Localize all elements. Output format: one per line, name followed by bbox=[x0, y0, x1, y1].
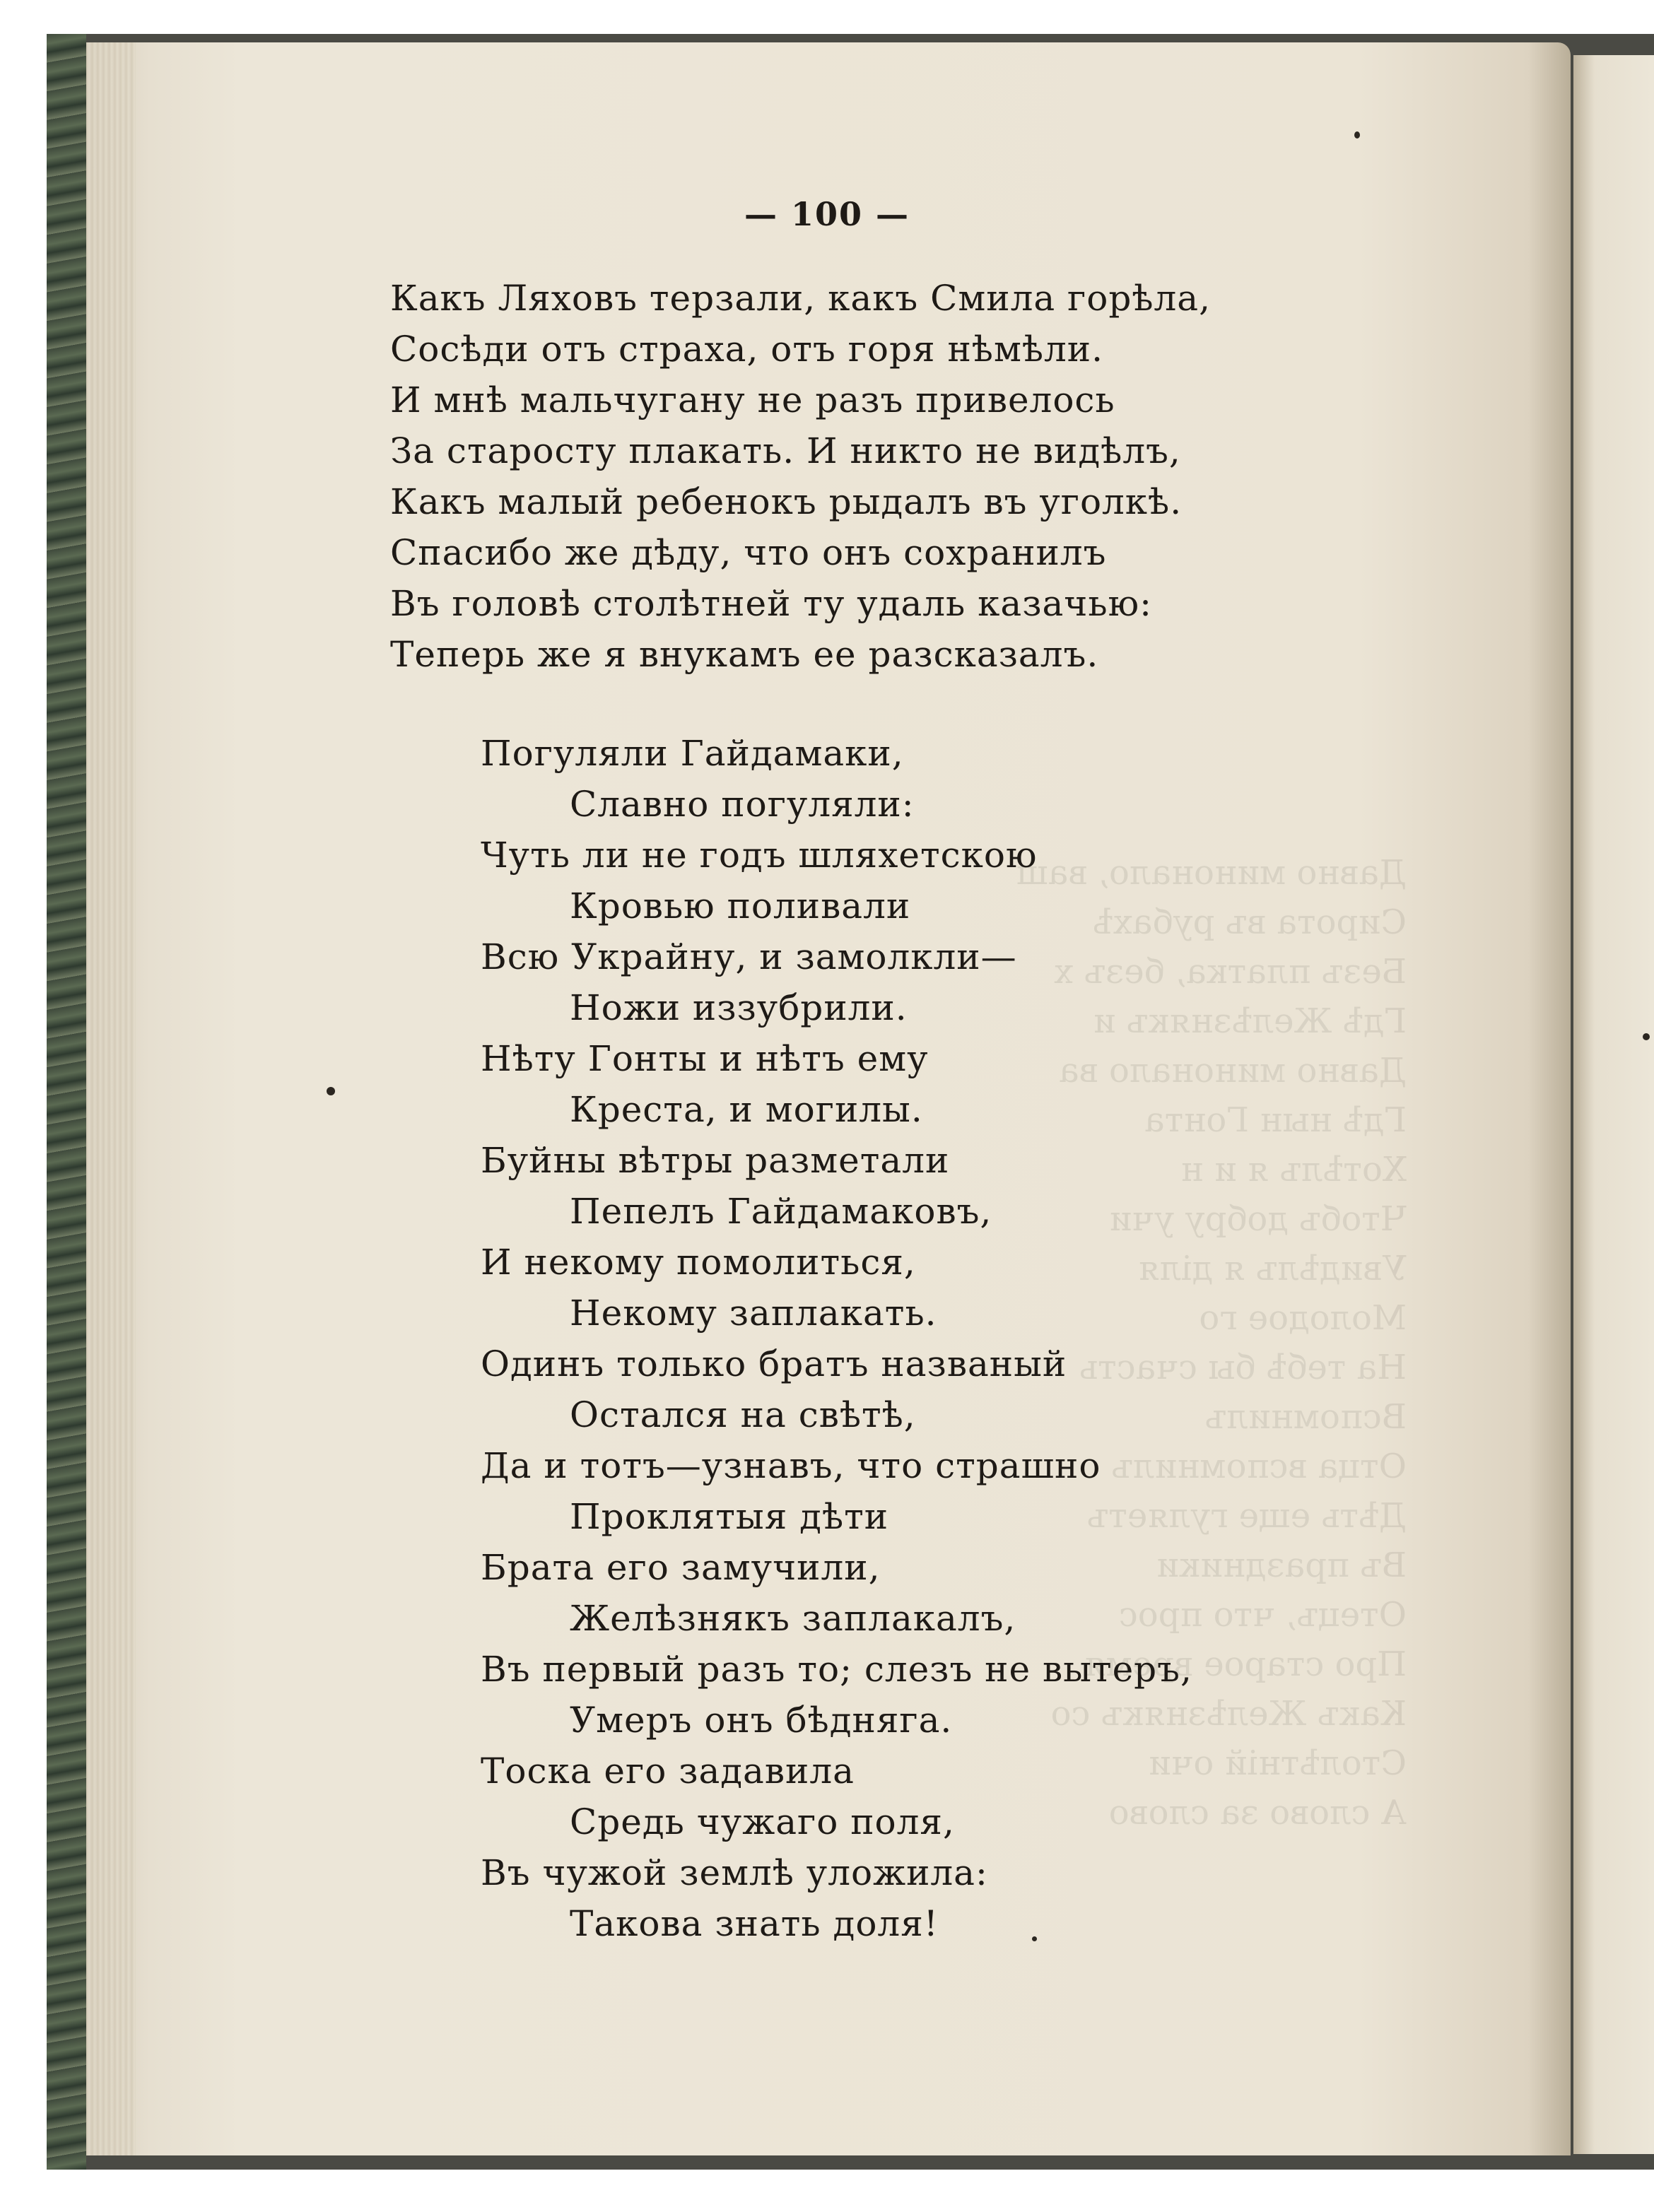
verse-line: Креста, и могилы. bbox=[570, 1089, 923, 1130]
bleed-through-line: На тебѣ бы счасть bbox=[1079, 1348, 1407, 1387]
verse-line: Остался на свѣтѣ, bbox=[570, 1394, 916, 1435]
page-number: — 100 — bbox=[744, 195, 910, 233]
bleed-through-line: Какъ Желѣзнякъ со bbox=[1050, 1694, 1407, 1734]
verse-line: Спасибо же дѣду, что онъ сохранилъ bbox=[390, 532, 1107, 573]
verse-line: Умеръ онъ бѣдняга. bbox=[570, 1700, 953, 1741]
verse-line: Кровью поливали bbox=[570, 886, 911, 926]
bleed-through-line: Увидѣлъ я діля bbox=[1138, 1249, 1407, 1288]
verse-line: Буйны вѣтры разметали bbox=[481, 1140, 950, 1181]
bleed-through-line: Безъ платка, безъ х bbox=[1054, 952, 1407, 992]
verse-line: Въ первый разъ то; слезъ не вытеръ, bbox=[481, 1649, 1192, 1690]
verse-line: Некому заплакать. bbox=[570, 1293, 937, 1334]
bleed-through-line: Отца вспомнилъ bbox=[1111, 1447, 1407, 1486]
stanza-one bbox=[390, 273, 1366, 680]
facing-page-edge bbox=[1573, 55, 1654, 2154]
verse-line: Средь чужаго поля, bbox=[570, 1801, 955, 1842]
verse-line: Теперь же я внукамъ ее разсказалъ. bbox=[390, 634, 1099, 675]
verse-line: Какъ малый ребенокъ рыдалъ въ уголкѣ. bbox=[390, 481, 1183, 522]
bleed-through-line: Давно минонало, ваш bbox=[1016, 853, 1407, 893]
bleed-through-line: Столѣтній очи bbox=[1148, 1743, 1407, 1783]
bleed-through-line: Давно минонало ва bbox=[1059, 1051, 1407, 1090]
verse-line: Тоска его задавила bbox=[481, 1751, 855, 1792]
bleed-through-line: Гдѣ нын Гонта bbox=[1144, 1100, 1407, 1140]
verse-line: Чуть ли не годъ шляхетскою bbox=[481, 835, 1038, 876]
verse-line: Погуляли Гайдамаки, bbox=[481, 733, 904, 774]
bleed-through-line: Сирота въ рубахѣ bbox=[1092, 902, 1407, 942]
bleed-through-line: Про старое время bbox=[1084, 1645, 1407, 1684]
verse-line: Всю Украйну, и замолкли— bbox=[481, 936, 1017, 977]
bleed-through-line: Дѣть еще гуляетъ bbox=[1086, 1496, 1407, 1536]
book-spine-edge bbox=[47, 34, 86, 2170]
verse-line: Въ чужой землѣ уложила: bbox=[481, 1852, 988, 1893]
ink-speck bbox=[1643, 1033, 1650, 1040]
bleed-through-line: Молодое го bbox=[1199, 1298, 1407, 1338]
verse-line: Одинъ только братъ названый bbox=[481, 1343, 1067, 1384]
verse-line: И некому помолиться, bbox=[481, 1242, 916, 1283]
bleed-through-line: Въ праздники bbox=[1156, 1546, 1407, 1585]
bleed-through-line: Отецъ, что прос bbox=[1118, 1595, 1407, 1635]
verse-line: Славно погуляли: bbox=[570, 784, 915, 825]
ink-speck bbox=[327, 1087, 335, 1095]
verse-line: Да и тотъ—узнавъ, что страшно bbox=[481, 1445, 1101, 1486]
verse-line: Ножи иззубрили. bbox=[570, 987, 908, 1028]
ink-speck bbox=[1354, 131, 1360, 139]
verse-line: Желѣзнякъ заплакалъ, bbox=[570, 1598, 1016, 1639]
verse-line: Нѣту Гонты и нѣтъ ему bbox=[481, 1038, 929, 1079]
verse-line: Пепелъ Гайдамаковъ, bbox=[570, 1191, 992, 1232]
bleed-through-line: Гдѣ Желѣзнякъ и bbox=[1093, 1001, 1407, 1041]
verse-line: Проклятыя дѣти bbox=[570, 1496, 889, 1537]
bleed-through-line: Хотѣлъ я и н bbox=[1180, 1150, 1407, 1189]
page-stack-edge bbox=[86, 42, 136, 2155]
ink-speck bbox=[1032, 1936, 1037, 1941]
verse-line: И мнѣ мальчугану не разъ привелось bbox=[390, 380, 1115, 420]
bleed-through-line: А слово за слово bbox=[1108, 1793, 1407, 1832]
verse-line: Въ головѣ столѣтней ту удаль казачью: bbox=[390, 583, 1152, 624]
bleed-through-line: Чтобъ добру учи bbox=[1109, 1199, 1407, 1239]
stanza-two bbox=[481, 728, 1364, 1949]
verse-line: За старосту плакать. И никто не видѣлъ, bbox=[390, 430, 1181, 471]
bleed-through-line: Вспомнилъ bbox=[1204, 1397, 1407, 1437]
verse-line: Брата его замучили, bbox=[481, 1547, 881, 1588]
verse-line: Какъ Ляховъ терзали, какъ Смила горѣла, bbox=[390, 278, 1211, 319]
verse-line: Такова знать доля! bbox=[570, 1903, 939, 1944]
verse-line: Сосѣди отъ страха, отъ горя нѣмѣли. bbox=[390, 329, 1103, 370]
